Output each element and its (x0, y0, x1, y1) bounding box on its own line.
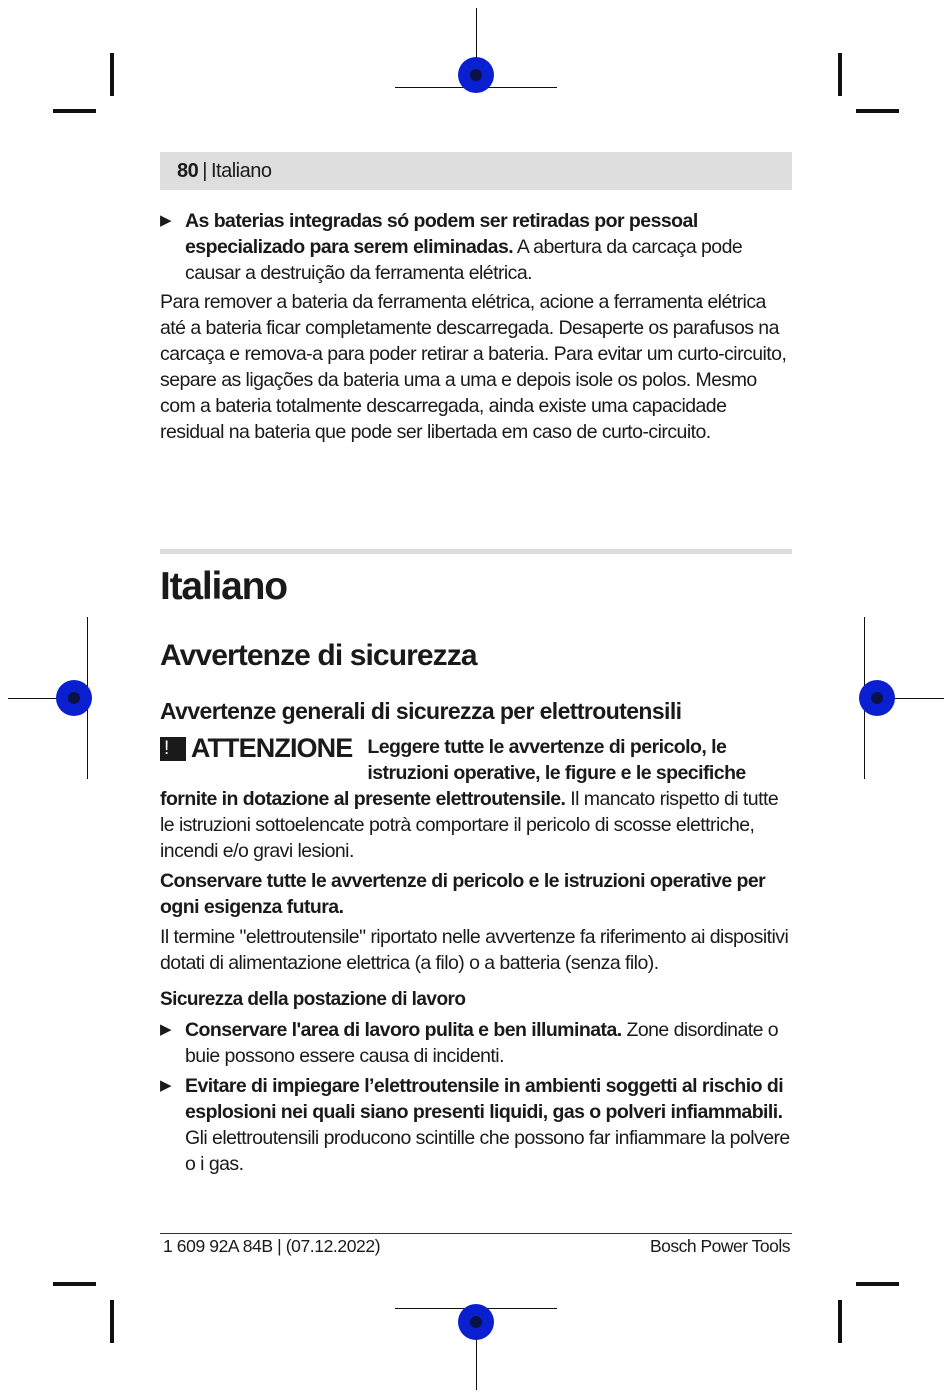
warning-bold: Leggere tutte le avvertenze di pericolo, le istruzioni operative, le figure e le specifiche fornite in dotazione al presente elettroutensile. (160, 736, 746, 810)
warning-text: Il mancato rispetto di tutte le istruzioni sottoelencate potrà comportare il pericolo di scosse elettriche, incendi e/o gravi lesioni. (160, 788, 779, 862)
workplace-bullet-1 (160, 1017, 792, 1069)
warning-paragraph (160, 734, 792, 864)
crop-mark-br-h (856, 1282, 899, 1286)
registration-mark-left (56, 680, 92, 716)
workplace-bullet-2-text: Gli elettroutensili producono scintille che possono far infiammare la polvere o i gas. (185, 1127, 790, 1175)
registration-mark-top (458, 57, 494, 93)
battery-removal-paragraph: Para remover a bateria da ferramenta elétrica, acione a ferramenta elétrica até a bateria ficar completamente descarregada. Desaperte os parafusos na carcaça e remova-a para poder retirar a bateria. Para evitar um curto-circuito, separe as ligações da bateria uma a uma e depois isole os polos. Mesmo com a bateria totalmente descarregada, ainda existe uma capacidade residual na bateria que pode ser libertada em caso de curto-circuito. (160, 291, 787, 443)
term-definition: Il termine "elettroutensile" riportato nelle avvertenze fa riferimento ai dispositivi dotati di alimentazione elettrica (a filo) o a batteria (senza filo). (160, 926, 789, 974)
footer-brand: Bosch Power Tools (649, 1236, 790, 1256)
battery-bullet (160, 208, 792, 286)
crop-mark-tr-h (856, 109, 899, 113)
registration-mark-bottom (458, 1304, 494, 1340)
warning-triangle-icon (160, 737, 186, 761)
crop-mark-tl-h (53, 109, 96, 113)
warning-label: ATTENZIONE (190, 733, 353, 763)
warning-symbol: ! (164, 738, 169, 759)
keep-instructions: Conservare tutte le avvertenze di pericolo e le istruzioni operative per ogni esigenza futura. (160, 870, 766, 918)
workplace-bullet-1-bold: Conservare l'area di lavoro pulita e ben illuminata. (185, 1019, 622, 1041)
page-number: 80 (177, 159, 199, 182)
crop-mark-bl-v (110, 1300, 114, 1343)
page-header (160, 152, 792, 190)
registration-mark-right (859, 680, 895, 716)
header-language: Italiano (210, 159, 272, 182)
section-divider (160, 549, 792, 554)
section-title: Italiano (160, 565, 287, 608)
battery-bullet-bold: As baterias integradas só podem ser retiradas por pessoal especializado para serem eliminadas. (185, 210, 698, 258)
workplace-bullet-2 (160, 1073, 792, 1177)
battery-bullet-text: A abertura da carcaça pode causar a destruição da ferramenta elétrica. (185, 236, 743, 284)
section-subtitle: Avvertenze di sicurezza (160, 639, 477, 672)
crop-mark-tr-v (838, 53, 842, 96)
footer-doc-code: 1 609 92A 84B | (07.12.2022) (163, 1236, 381, 1256)
portuguese-section (160, 208, 792, 445)
section-heading: Avvertenze generali di sicurezza per elettroutensili (160, 698, 682, 724)
workplace-bullet-1-text: Zone disordinate o buie possono essere causa di incidenti. (185, 1019, 779, 1067)
crop-mark-tl-v (110, 53, 114, 96)
footer-rule (160, 1233, 792, 1234)
crop-mark-bl-h (53, 1282, 96, 1286)
workplace-bullet-2-bold: Evitare di impiegare l’elettroutensile in ambienti soggetti al rischio di esplosioni nei quali siano presenti liquidi, gas o polveri infiammabili. (185, 1075, 784, 1123)
crop-mark-br-v (838, 1300, 842, 1343)
workplace-heading: Sicurezza della postazione di lavoro (160, 989, 466, 1010)
header-separator: | (202, 159, 207, 182)
italian-section (160, 734, 792, 1177)
warning-badge (160, 731, 352, 768)
